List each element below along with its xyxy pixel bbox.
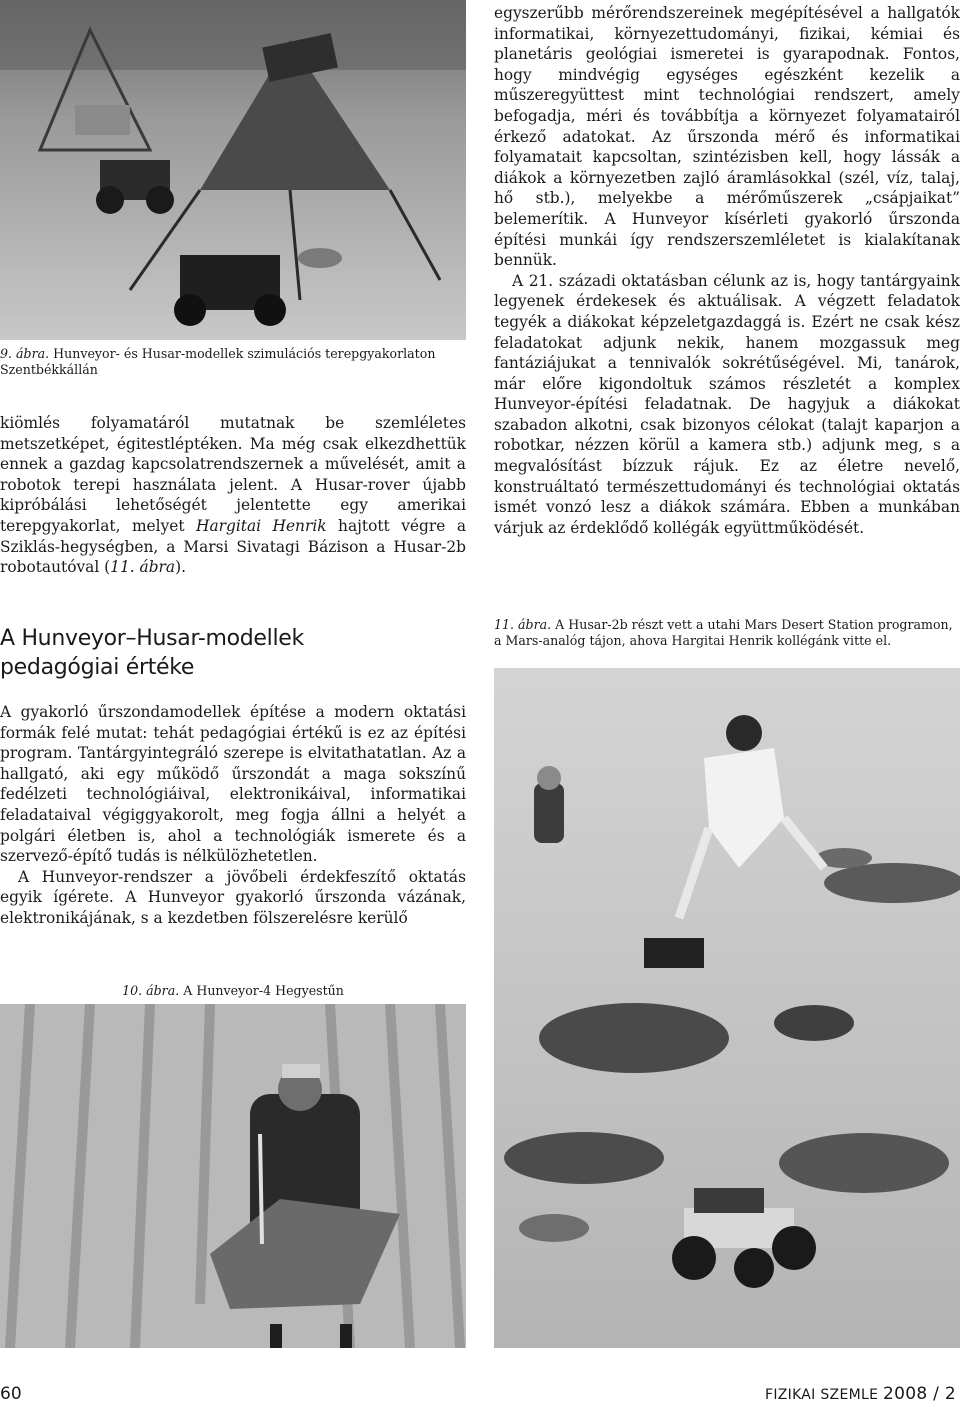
figure-11-reference: 11. ábra	[110, 558, 176, 577]
right-paragraph-1: egyszerűbb mérőrendszereinek megépítésével a hallgatók informatikai, környezettudományi, fizikai, kémiai és planetáris geológiai ismeretei is gyarapodnak. Fontos, hogy mindvégig egységes egészként kezelik a műszeregyüttest mint technológiai rendszert, amely befogadja, méri és továbbítja a környezet folyamatairól érkező adatokat. Az űrszonda mérő és informatikai folyamatait kapcsoltan, szintézisben kell, hogy lássák a diákok a környezetben zajló áramlásokkal (szél, víz, talaj, hő stb.), melyekbe a mérőműszerek „csápjaikat” belemerítik. A Hunveyor kísérleti gyakorló űrszonda építési munkái így rendszerszemléletet is kialakítanak bennük.	[494, 4, 960, 270]
figure-10-caption	[0, 983, 466, 999]
left-column-text-top	[0, 413, 466, 578]
figure-11-caption	[494, 617, 960, 649]
left-paragraph-2-end: ).	[175, 558, 186, 577]
author-name: Hargitai Henrik	[196, 516, 327, 535]
left-paragraph-2-middle: hajtott végre a Sziklás-hegységben, a Marsi Sivatagi Bázison a Husar-2b robotautóval (	[0, 516, 466, 577]
figure-11-photo	[494, 668, 960, 1348]
right-column-text	[494, 3, 960, 538]
figure-10-caption-number: 10. ábra.	[122, 983, 180, 998]
figure-11-caption-text: A Husar-2b részt vett a utahi Mars Desert Station programon, a Mars-analóg tájon, ahova Hargitai Henrik kollégánk vitte el.	[494, 617, 953, 648]
left-paragraph-4: A Hunveyor-rendszer a jövőbeli érdekfeszítő oktatás egyik ígérete. A Hunveyor gyakorló űrszonda vázának, elektronikájának, s a kezdetben fölszerelésre kerülő	[0, 867, 466, 927]
left-paragraph-3: A gyakorló űrszondamodellek építése a modern oktatási formák felé mutat: tehát pedagógiai értékű is ez az építési program. Tantárgyintegráló szerepe is elvitathatatlan. Az a hallgató, aki egy működő űrszondát a maga sokszínű fedélzeti technológiáival, elektronikáival, informatikai feladataival végiggyakorolt, meg fogja állni a helyét a polgári életben is, ahol a technológiák ismerete és a szervező-építő tudás is nélkülözhetetlen.	[0, 703, 466, 866]
figure-9-photo	[0, 0, 466, 340]
journal-footer	[765, 1384, 956, 1404]
figure-9-caption-text: Hunveyor- és Husar-modellek szimulációs terepgyakorlaton Szentbékkállán	[0, 346, 436, 377]
journal-issue: 2008 / 2	[882, 1384, 956, 1404]
right-paragraph-2: A 21. századi oktatásban célunk az is, hogy tantárgyaink legyenek érdekesek és aktuálisak. A végzett feladatok tegyék a diákokat képzeletgazdaggá is. Ezért ne csak kész feladatokat adjunk nekik, hanem mozgassuk meg fantáziájukat a tennivalók sokrétűségével. Mi, tanárok, már előre kigondoltuk számos részletét a komplex Hunveyor-építési feladatnak. De hagyjuk a diákokat szabadon alkotni, csak bizonyos célokat (talajt kaparjon a robotkar, nézzen körül a kamera stb.) adjunk meg, s a megvalósítást bízzuk rájuk. Ez az életre nevelő, konstruáltató természettudományi és technológiai oktatás ismét vonzó lesz a diákok számára. Ebben a munkában várjuk az érdeklődő kollégák együttműködését.	[494, 271, 960, 537]
figure-10-photo	[0, 1004, 466, 1348]
figure-11-caption-number: 11. ábra.	[494, 617, 552, 632]
left-paragraph-1: kiömlés folyamatáról mutatnak be szemléletes metszetképet, égitestléptéken. Ma még csak elkezdhettük ennek a gazdag kapcsolatrendszernek a művelését, amit a robotok terepi használata jelent.	[0, 414, 466, 494]
figure-10-caption-text: A Hunveyor-4 Hegyestűn	[183, 983, 344, 998]
left-paragraph-2-start: A Husar-rover újabb kipróbálási lehetőségét jelentette egy amerikai terepgyakorlat, melyet	[0, 475, 466, 535]
figure-9-caption-number: 9. ábra.	[0, 346, 50, 361]
left-column-text-bottom	[0, 702, 466, 929]
figure-9-caption	[0, 346, 466, 378]
journal-name: FIZIKAI SZEMLE	[764, 1387, 879, 1403]
page-number: 60	[0, 1384, 22, 1404]
section-heading: A Hunveyor–Husar-modellek pedagógiai értéke	[0, 626, 304, 680]
